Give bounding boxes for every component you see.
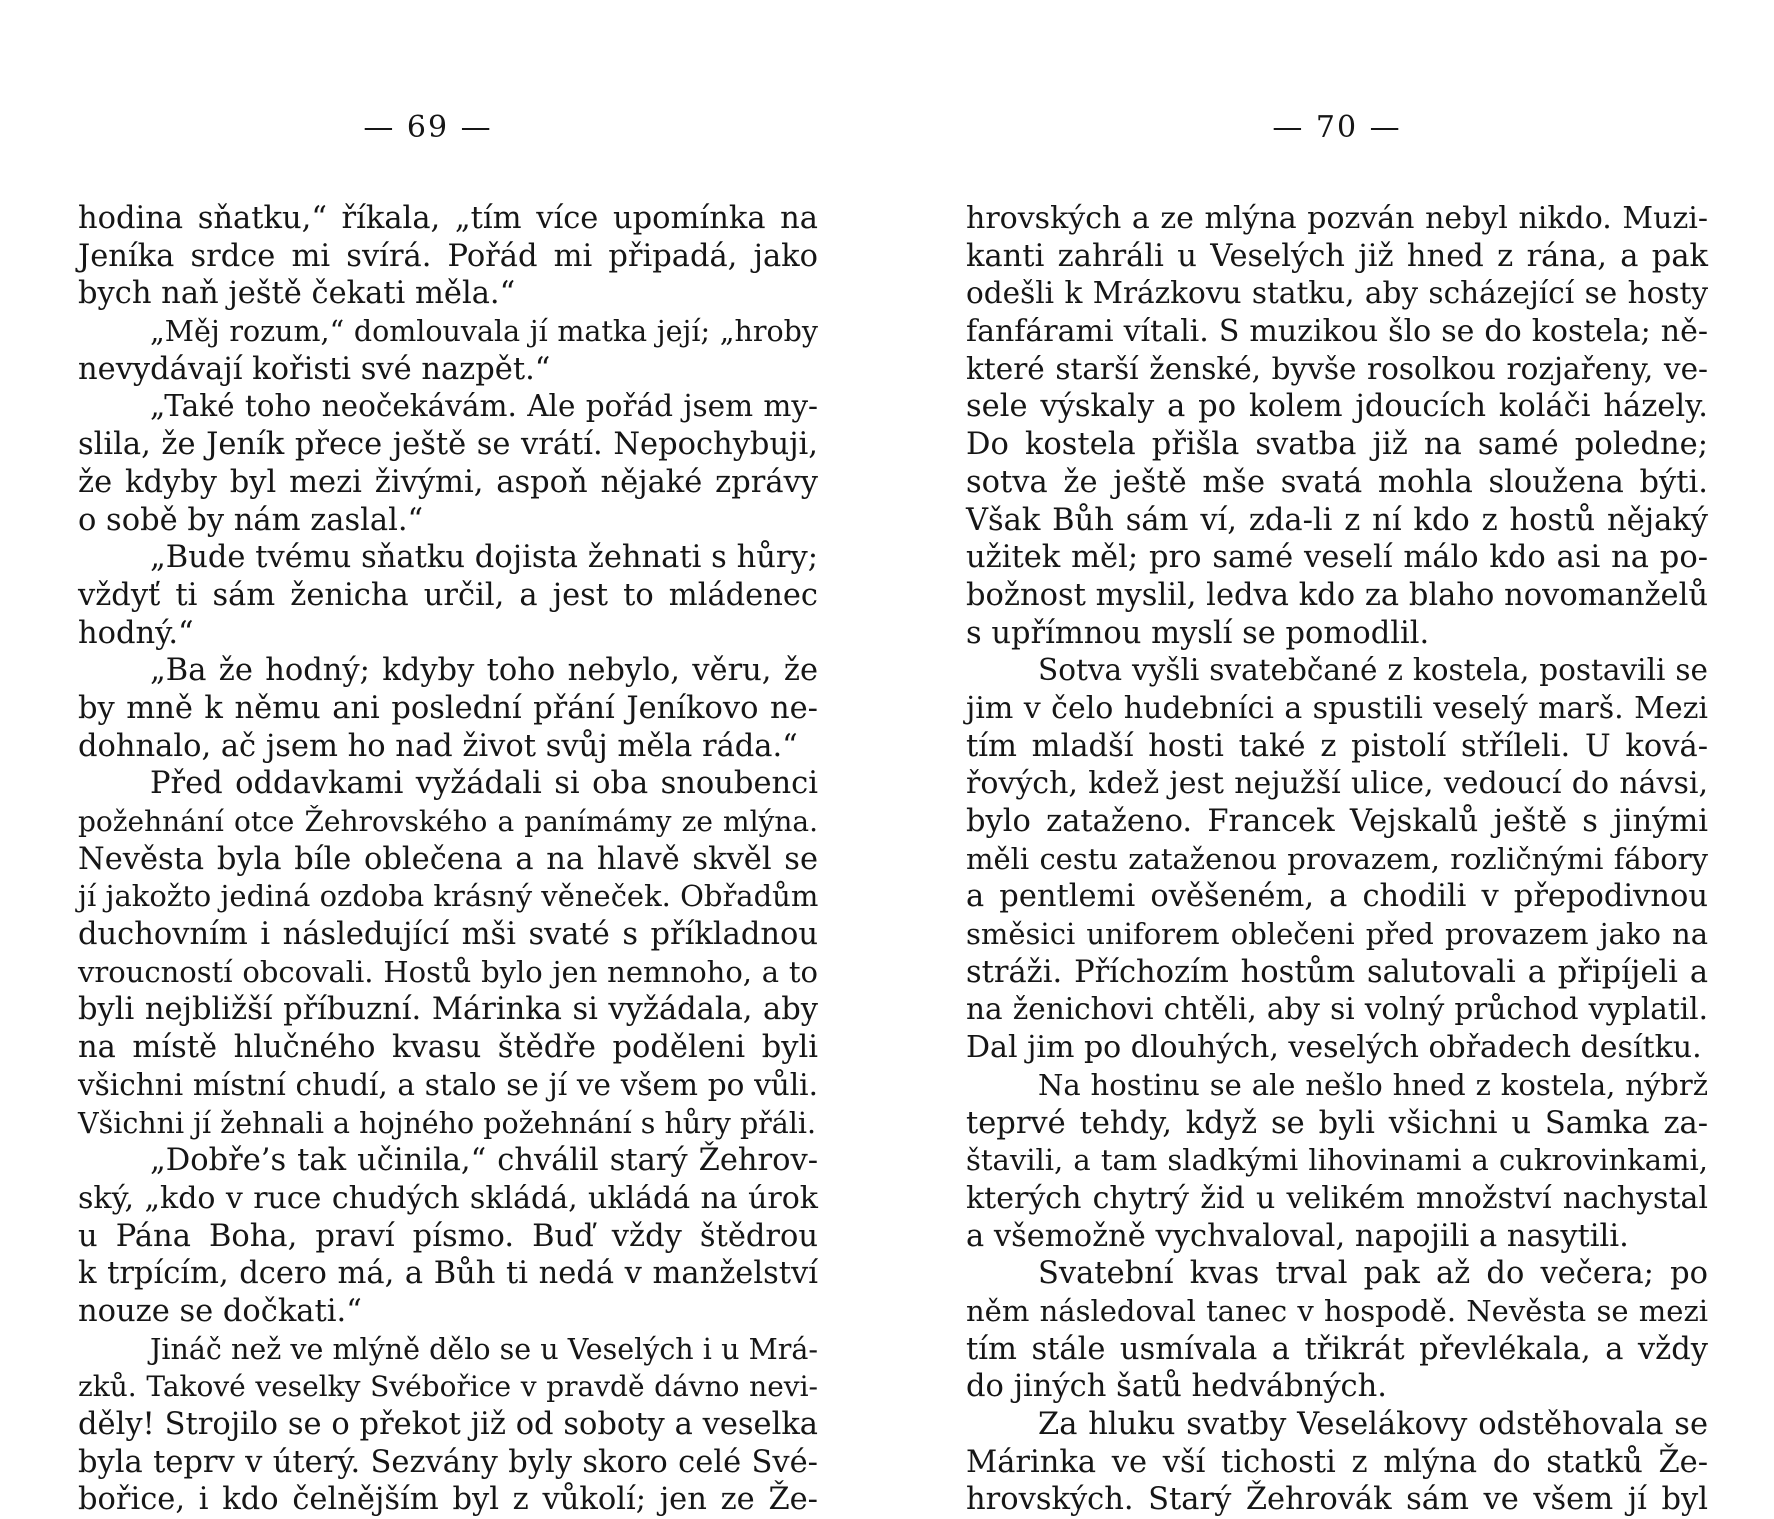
text-line: vždyť ti sám ženicha určil, a jest to mládenec — [78, 577, 818, 613]
text-line: které starší ženské, byvše rosolkou rozjařeny, ve- — [966, 351, 1708, 386]
text-line: Jináč než ve mlýně dělo se u Veselých i u Mrá- — [150, 1332, 818, 1366]
text-line: měli cestu zataženou provazem, rozličnými fábory — [966, 841, 1708, 876]
text-line: hrovských. Starý Žehrovák sám ve všem jí byl — [966, 1482, 1708, 1518]
text-line: nouze se dočkati.“ — [78, 1293, 362, 1329]
text-line: Dal jim po dlouhých, veselých obřadech desítku. — [966, 1030, 1702, 1066]
text-line: bylo zataženo. Francek Vejskalů ještě s jinými — [966, 804, 1708, 839]
text-line: „Bude tvému sňatku dojista žehnati s hůry; — [150, 540, 818, 576]
text-line: a všemožně vychvaloval, napojili a nasytili. — [966, 1218, 1629, 1254]
text-line: božnost myslil, ledva kdo za blaho novomanželů — [966, 577, 1708, 613]
text-line: požehnání otce Žehrovského a panímámy ze mlýna. — [78, 805, 818, 838]
text-line: by mně k němu ani poslední přání Jeníkovo ne- — [78, 690, 818, 726]
text-line: nevydávají kořisti své nazpět.“ — [78, 351, 551, 387]
text-line: o sobě by nám zaslal.“ — [78, 502, 424, 538]
text-line: hodina sňatku,“ říkala, „tím více upomínka na — [78, 201, 818, 236]
text-line: fanfárami vítali. S muzikou šlo se do kostela; ně- — [966, 314, 1708, 350]
text-line: hodný.“ — [78, 615, 194, 651]
text-line: vroucností obcovali. Hostů bylo jen nemnoho, a to — [78, 954, 818, 989]
text-line: tím mladší hosti také z pistolí stříleli. U ková- — [966, 728, 1708, 764]
text-line: na ženichovi chtěli, aby si volný průchod vyplatil. — [966, 992, 1708, 1027]
text-line: Jeníka srdce mi svírá. Pořád mi připadá, jako — [78, 238, 818, 274]
text-line: že kdyby byl mezi živými, aspoň nějaké zprávy — [78, 464, 818, 500]
text-line: odešli k Mrázkovu statku, aby scházející se hosty — [966, 276, 1708, 311]
text-line: štavili, a tam sladkými lihovinami a cukrovinkami, — [966, 1143, 1708, 1178]
text-line: něm následoval tanec v hospodě. Nevěsta se mezi — [966, 1293, 1708, 1328]
text-line: Všichni jí žehnali a hojného požehnání s hůry přáli. — [78, 1106, 817, 1140]
page-number: — 70 — — [1272, 110, 1402, 145]
text-line: teprvé tehdy, když se byli všichni u Samka za- — [966, 1105, 1708, 1141]
text-line: „Měj rozum,“ domlouvala jí matka její; „hroby — [150, 315, 818, 349]
page-text — [78, 200, 818, 1519]
text-line: děly! Strojilo se o překot již od soboty a veselka — [78, 1407, 818, 1442]
text-line: bych naň ještě čekati měla.“ — [78, 276, 516, 312]
text-line: Márinka ve vší tichosti z mlýna do statků Že- — [966, 1444, 1708, 1480]
text-line: řových, kdež jest nejužší ulice, vedoucí do návsi, — [966, 766, 1708, 802]
text-line: u Pána Boha, praví písmo. Buď vždy štědrou — [78, 1218, 818, 1254]
text-line: Sotva vyšli svatebčané z kostela, postavili se — [1038, 653, 1708, 688]
text-line: Však Bůh sám ví, zda-li z ní kdo z hostů nějaký — [966, 502, 1708, 538]
text-line: Před oddavkami vyžádali si oba snoubenci — [150, 766, 818, 802]
text-line: na místě hlučného kvasu štědře poděleni byli — [78, 1030, 818, 1066]
text-line: kterých chytrý žid u velikém množství nachystal — [966, 1180, 1708, 1216]
text-line: s upřímnou myslí se pomodlil. — [966, 615, 1430, 651]
text-line: stráži. Příchozím hostům salutovali a připíjeli a — [966, 954, 1708, 990]
text-line: Za hluku svatby Veselákovy odstěhovala se — [1038, 1407, 1708, 1442]
text-line: „Také toho neočekávám. Ale pořád jsem my- — [150, 389, 818, 424]
text-line: „Dobře’s tak učinila,“ chválil starý Žehrov- — [150, 1143, 818, 1179]
text-line: Svatební kvas trval pak až do večera; po — [1038, 1256, 1708, 1292]
text-line: dohnalo, ač jsem ho nad život svůj měla ráda.“ — [78, 728, 798, 764]
text-line: sotva že ještě mše svatá mohla sloužena býti. — [966, 464, 1708, 500]
text-line: do jiných šatů hedvábných. — [966, 1369, 1387, 1405]
text-line: slila, že Jeník přece ještě se vrátí. Nepochybuji, — [78, 427, 818, 463]
text-line: užitek měl; pro samé veselí málo kdo asi na po- — [966, 540, 1708, 576]
text-line: ský, „kdo v ruce chudých skládá, ukládá na úrok — [78, 1180, 818, 1216]
text-line: zků. Takové veselky Svébořice v pravdě dávno nevi- — [78, 1370, 818, 1404]
text-line: „Ba že hodný; kdyby toho nebylo, věru, že — [150, 653, 818, 689]
page-text — [966, 200, 1708, 1519]
text-line: byli nejbližší příbuzní. Márinka si vyžádala, aby — [78, 992, 818, 1028]
text-line: byla teprv v úterý. Sezvány byly skoro celé Své- — [78, 1444, 818, 1480]
text-line: tím stále usmívala a třikrát převlékala, a vždy — [966, 1331, 1708, 1367]
text-line: a pentlemi ověšeném, a chodili v přepodivnou — [966, 879, 1708, 915]
text-line: jim v čelo hudebníci a spustili veselý marš. Mezi — [966, 690, 1708, 726]
text-line: bořice, i kdo čelnějším byl z vůkolí; jen ze Že- — [78, 1482, 818, 1518]
text-line: sele výskaly a po kolem jdoucích koláči házely. — [966, 389, 1708, 425]
text-line: všichni místní chudí, a stalo se jí ve všem po vůli. — [78, 1067, 818, 1102]
text-line: k trpícím, dcero má, a Bůh ti nedá v manželství — [78, 1256, 818, 1292]
page-number: — 69 — — [363, 110, 493, 145]
text-line: jí jakožto jediná ozdoba krásný věneček. Obřadům — [78, 879, 819, 914]
text-line: hrovských a ze mlýna pozván nebyl nikdo. Muzi- — [966, 201, 1708, 236]
text-line: Na hostinu se ale nešlo hned z kostela, nýbrž — [1038, 1067, 1708, 1102]
text-line: Nevěsta byla bíle oblečena a na hlavě skvěl se — [78, 841, 818, 877]
text-line: kanti zahráli u Veselých již hned z rána, a pak — [966, 238, 1708, 274]
text-line: Do kostela přišla svatba již na samé poledne; — [966, 427, 1708, 463]
text-line: směsici uniforem oblečeni před provazem jako na — [966, 917, 1708, 952]
text-line: duchovním i následující mši svaté s příkladnou — [78, 917, 818, 953]
